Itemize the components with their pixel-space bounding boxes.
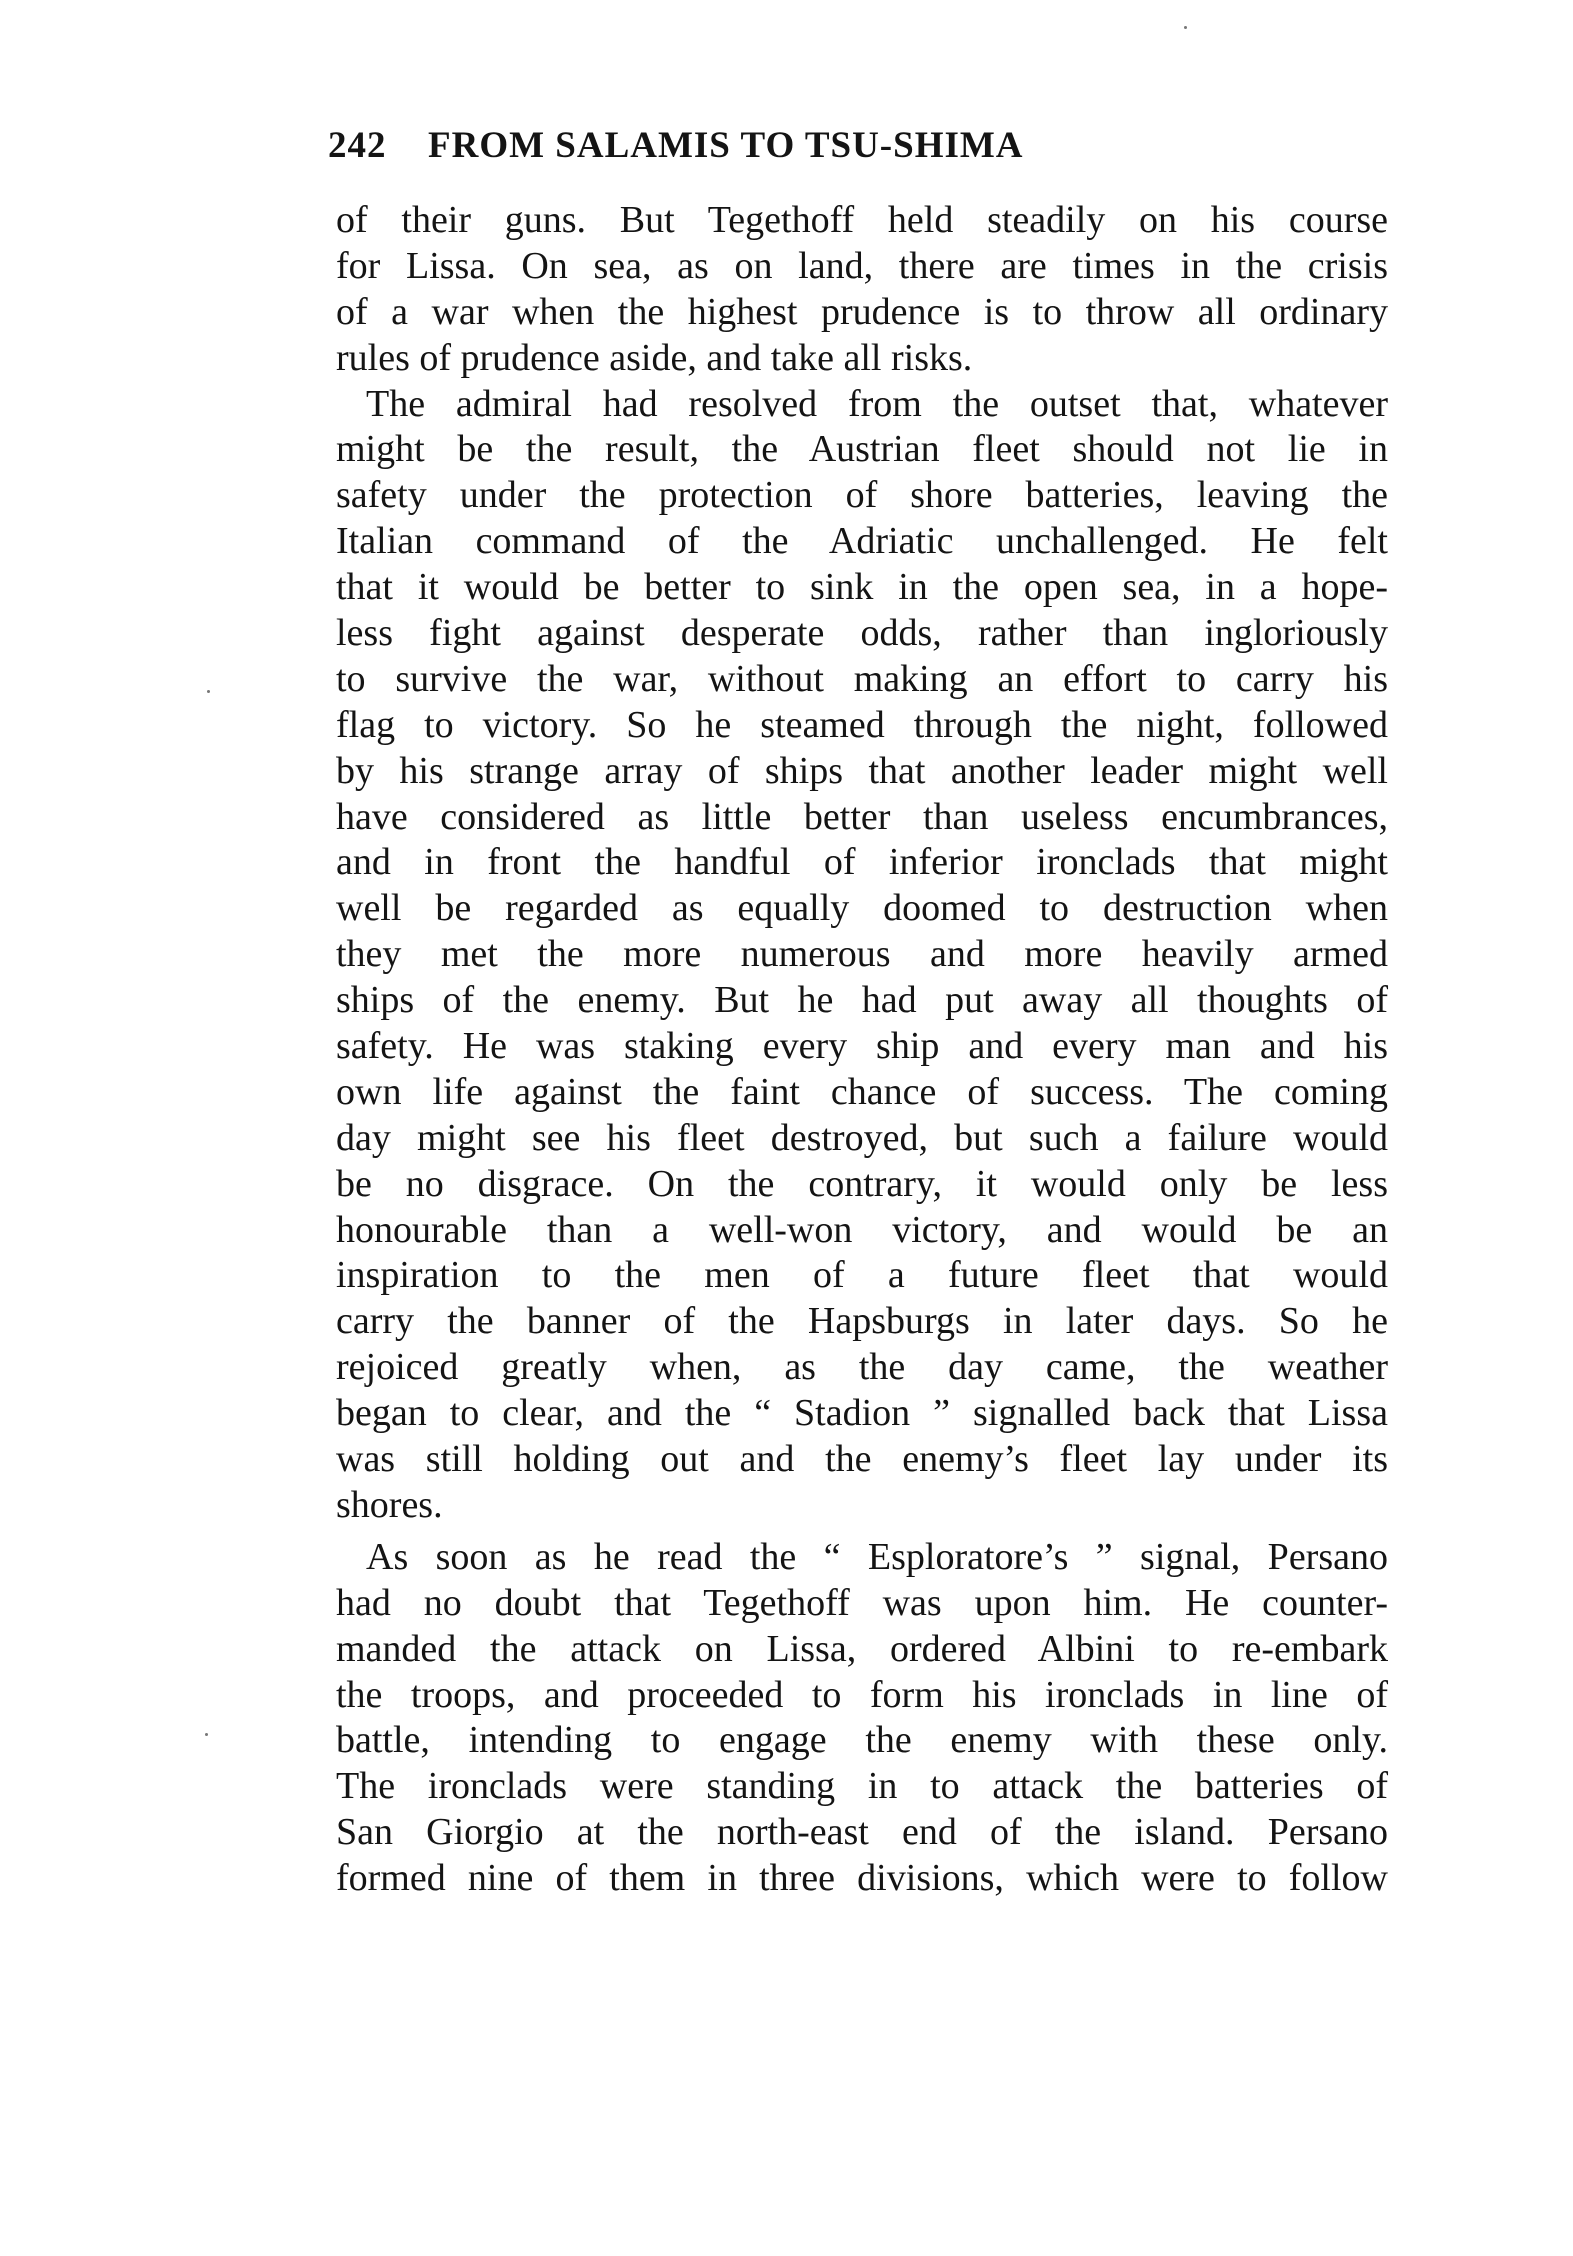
- text-line: San Giorgio at the north-east end of the island. Persano: [336, 1811, 1388, 1854]
- text-line: and in front the handful of inferior ironclads that might: [336, 841, 1388, 884]
- text-line: rules of prudence aside, and take all risks.: [336, 336, 973, 379]
- paragraph: [336, 382, 1388, 1529]
- running-head: [328, 124, 1248, 180]
- page-number: 242: [328, 125, 387, 166]
- text-line: As soon as he read the “ Esploratore’s ” signal, Persano: [366, 1535, 1388, 1578]
- scan-speck: [205, 1733, 208, 1736]
- text-line: the troops, and proceeded to form his ironclads in line of: [336, 1673, 1388, 1716]
- text-line: had no doubt that Tegethoff was upon him. He counter-: [336, 1581, 1388, 1624]
- text-line: formed nine of them in three divisions, which were to follow: [336, 1857, 1388, 1900]
- text-line: The ironclads were standing in to attack the batteries of: [336, 1765, 1388, 1808]
- text-line: shores.: [336, 1483, 443, 1526]
- text-line: be no disgrace. On the contrary, it would only be less: [336, 1162, 1388, 1205]
- paragraph: [336, 1535, 1388, 1902]
- text-line: battle, intending to engage the enemy with these only.: [336, 1719, 1388, 1762]
- text-line: by his strange array of ships that another leader might well: [336, 749, 1388, 792]
- text-line: own life against the faint chance of success. The coming: [336, 1070, 1388, 1113]
- text-line: honourable than a well-won victory, and would be an: [336, 1208, 1388, 1251]
- text-line: of their guns. But Tegethoff held steadily on his course: [336, 199, 1388, 241]
- text-line: that it would be better to sink in the open sea, in a hope-: [336, 566, 1388, 609]
- text-line: for Lissa. On sea, as on land, there are times in the crisis: [336, 244, 1388, 287]
- text-line: of a war when the highest prudence is to throw all ordinary: [336, 290, 1388, 333]
- text-line: The admiral had resolved from the outset that, whatever: [366, 382, 1388, 425]
- text-line: have considered as little better than useless encumbrances,: [336, 795, 1388, 838]
- paragraph: [336, 198, 1388, 382]
- body-text: [336, 198, 1388, 1902]
- text-line: carry the banner of the Hapsburgs in later days. So he: [336, 1300, 1388, 1343]
- text-line: rejoiced greatly when, as the day came, the weather: [336, 1346, 1388, 1389]
- scan-speck: [1184, 26, 1187, 29]
- text-line: began to clear, and the “ Stadion ” signalled back that Lissa: [336, 1392, 1388, 1435]
- scan-speck: [207, 690, 210, 693]
- running-title: FROM SALAMIS TO TSU-SHIMA: [428, 125, 1024, 166]
- text-line: day might see his fleet destroyed, but such a failure would: [336, 1116, 1388, 1159]
- text-line: well be regarded as equally doomed to destruction when: [336, 887, 1388, 930]
- text-line: Italian command of the Adriatic unchallenged. He felt: [336, 520, 1388, 563]
- text-line: was still holding out and the enemy’s fleet lay under its: [336, 1438, 1388, 1481]
- text-line: less fight against desperate odds, rather than ingloriously: [336, 612, 1388, 655]
- text-line: they met the more numerous and more heavily armed: [336, 933, 1388, 976]
- text-line: safety under the protection of shore batteries, leaving the: [336, 474, 1388, 517]
- text-line: safety. He was staking every ship and every man and his: [336, 1025, 1388, 1068]
- text-line: manded the attack on Lissa, ordered Albini to re-embark: [336, 1627, 1388, 1670]
- text-line: ships of the enemy. But he had put away all thoughts of: [336, 979, 1388, 1022]
- text-line: inspiration to the men of a future fleet that would: [336, 1254, 1388, 1297]
- text-line: to survive the war, without making an effort to carry his: [336, 657, 1388, 700]
- text-line: might be the result, the Austrian fleet should not lie in: [336, 428, 1388, 471]
- text-line: flag to victory. So he steamed through the night, followed: [336, 703, 1388, 746]
